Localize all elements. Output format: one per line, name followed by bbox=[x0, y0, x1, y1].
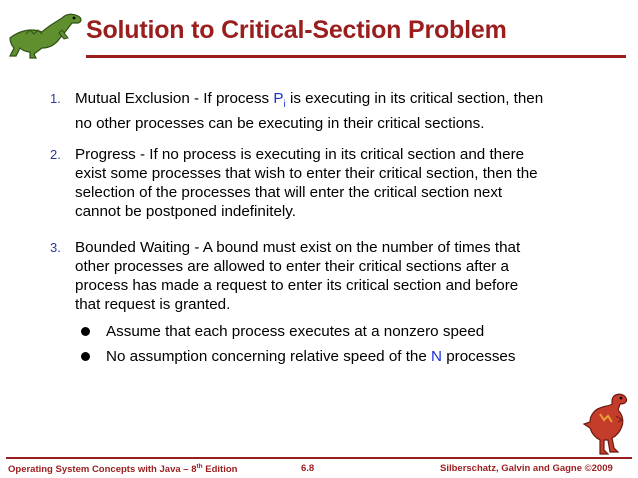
item-line: that request is granted. bbox=[75, 296, 231, 313]
footer-page-number: 6.8 bbox=[301, 463, 315, 474]
item-line: cannot be postponed indefinitely. bbox=[75, 203, 296, 220]
n-symbol: N bbox=[431, 348, 443, 365]
item-number: 3. bbox=[50, 240, 61, 255]
footer-title-text: Operating System Concepts with Java – 8 bbox=[8, 464, 197, 476]
item-text bbox=[75, 238, 580, 314]
process-symbol: P bbox=[273, 90, 284, 107]
item-line: Bounded Waiting - A bound must exist on the number of times that bbox=[75, 239, 521, 256]
item-line bbox=[75, 89, 580, 114]
item-line: process has made a request to enter its critical section and before bbox=[75, 277, 519, 294]
process-subscript: i bbox=[283, 99, 286, 111]
green-dinosaur-icon bbox=[6, 8, 84, 60]
item-line-text: Mutual Exclusion - If process bbox=[75, 90, 274, 107]
bullet-text-part: processes bbox=[442, 348, 516, 365]
footer-book-title bbox=[8, 463, 237, 475]
bullet-text: Assume that each process executes at a nonzero speed bbox=[106, 323, 485, 340]
item-text bbox=[75, 89, 580, 133]
bullet-dot-icon bbox=[81, 352, 90, 361]
item-line: Progress - If no process is executing in its critical section and there bbox=[75, 146, 525, 163]
footer-title-suffix: Edition bbox=[202, 464, 238, 476]
item-line-text: is executing in its critical section, then bbox=[285, 90, 544, 107]
footer-rule bbox=[6, 457, 632, 459]
footer-title-sup: th bbox=[196, 463, 203, 470]
item-number: 2. bbox=[50, 147, 61, 162]
item-line: exist some processes that wish to enter their critical section, then the bbox=[75, 165, 538, 182]
bullet-text-part: No assumption concerning relative speed of the bbox=[106, 348, 432, 365]
footer-authors: Silberschatz, Galvin and Gagne ©2009 bbox=[440, 463, 613, 474]
item-text bbox=[75, 145, 580, 221]
bullet-dot-icon bbox=[81, 327, 90, 336]
bullet-text bbox=[106, 347, 515, 366]
title-underline bbox=[86, 55, 626, 58]
red-dinosaur-icon bbox=[582, 390, 632, 456]
item-line: other processes are allowed to enter their critical sections after a bbox=[75, 258, 509, 275]
item-line: selection of the processes that will enter the critical section next bbox=[75, 184, 503, 201]
item-line: no other processes can be executing in their critical sections. bbox=[75, 115, 485, 133]
slide-title: Solution to Critical-Section Problem bbox=[86, 16, 507, 44]
item-number: 1. bbox=[50, 91, 61, 106]
